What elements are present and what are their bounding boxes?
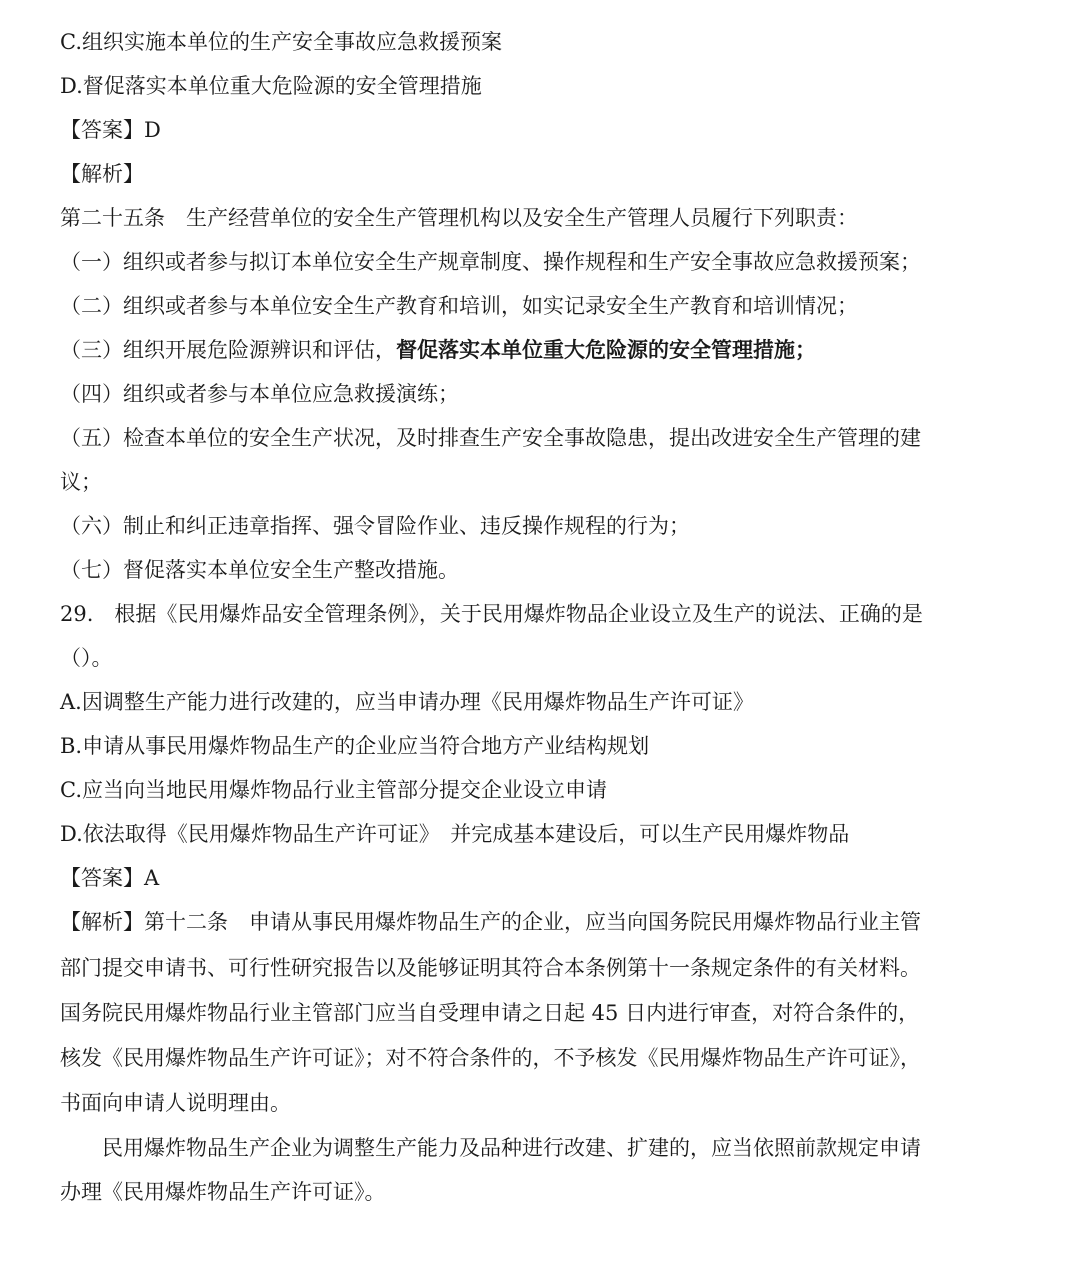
q28-analysis-heading: 【解析】 (60, 162, 144, 186)
q29-answer: 【答案】A (60, 866, 160, 890)
q28-duty-2: （二）组织或者参与本单位安全生产教育和培训，如实记录安全生产教育和培训情况； (60, 294, 858, 318)
q29-analysis-line3: 国务院民用爆炸物品行业主管部门应当自受理申请之日起 45 日内进行审查，对符合条件的， (60, 1001, 920, 1025)
q29-analysis-line5: 书面向申请人说明理由。 (60, 1091, 291, 1115)
q28-option-d: D.督促落实本单位重大危险源的安全管理措施 (60, 74, 482, 98)
q29-option-a: A.因调整生产能力进行改建的，应当申请办理《民用爆炸物品生产许可证》 (60, 690, 754, 714)
q29-stem-line2: （）。 (60, 646, 113, 670)
q28-duty-7: （七）督促落实本单位安全生产整改措施。 (60, 558, 459, 582)
q28-duty-3-prefix: （三）组织开展危险源辨识和评估， (60, 338, 396, 362)
q28-option-c: C.组织实施本单位的生产安全事故应急救援预案 (60, 30, 502, 54)
q29-analysis-line4: 核发《民用爆炸物品生产许可证》；对不符合条件的，不予核发《民用爆炸物品生产许可证》， (60, 1046, 921, 1070)
q28-duty-5-line1: （五）检查本单位的安全生产状况，及时排查生产安全事故隐患，提出改进安全生产管理的建 (60, 426, 921, 450)
q29-option-b: B.申请从事民用爆炸物品生产的企业应当符合地方产业结构规划 (60, 734, 650, 758)
q28-duty-3 (60, 335, 1000, 365)
q28-duty-1: （一）组织或者参与拟订本单位安全生产规章制度、操作规程和生产安全事故应急救援预案； (60, 250, 921, 274)
q29-option-d: D.依法取得《民用爆炸物品生产许可证》 并完成基本建设后，可以生产民用爆炸物品 (60, 822, 850, 846)
q28-duty-5-line2: 议； (60, 470, 102, 494)
q28-duty-6: （六）制止和纠正违章指挥、强令冒险作业、违反操作规程的行为； (60, 514, 690, 538)
q29-analysis-line1: 【解析】第十二条 申请从事民用爆炸物品生产的企业，应当向国务院民用爆炸物品行业主管 (60, 910, 921, 934)
q29-analysis-para2-line2: 办理《民用爆炸物品生产许可证》。 (60, 1180, 386, 1204)
q29-option-c: C.应当向当地民用爆炸物品行业主管部分提交企业设立申请 (60, 778, 607, 802)
q29-stem-line1: 29. 根据《民用爆炸品安全管理条例》，关于民用爆炸物品企业设立及生产的说法、正确的是 (60, 602, 923, 626)
q29-analysis-line2: 部门提交申请书、可行性研究报告以及能够证明其符合本条例第十一条规定条件的有关材料。 (60, 956, 921, 980)
q28-answer: 【答案】D (60, 118, 161, 142)
q28-duty-4: （四）组织或者参与本单位应急救援演练； (60, 382, 459, 406)
q28-article-title: 第二十五条 生产经营单位的安全生产管理机构以及安全生产管理人员履行下列职责： (60, 206, 858, 230)
q29-analysis-para2-line1: 民用爆炸物品生产企业为调整生产能力及品种进行改建、扩建的，应当依照前款规定申请 (60, 1136, 921, 1160)
q28-duty-3-highlight: 督促落实本单位重大危险源的安全管理措施； (396, 337, 816, 362)
